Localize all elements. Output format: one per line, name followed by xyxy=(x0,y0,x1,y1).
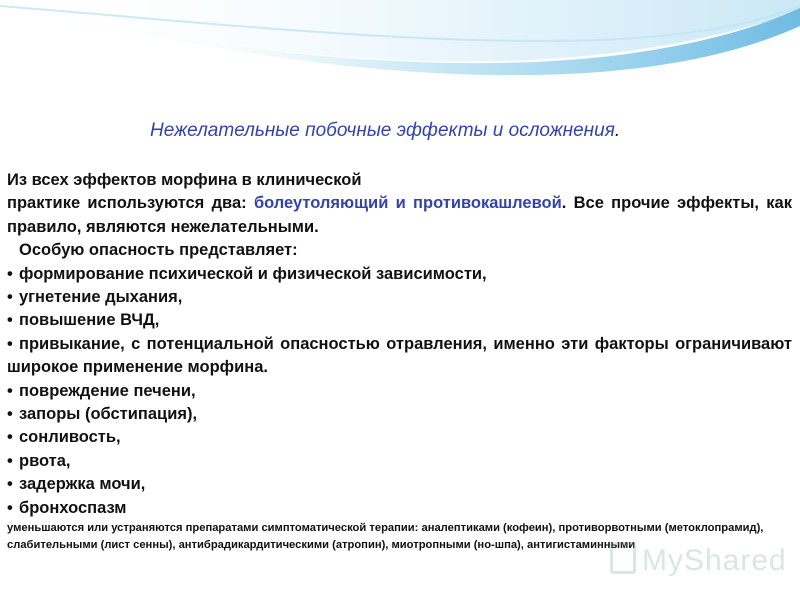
list-item xyxy=(7,380,792,403)
list-item xyxy=(7,263,792,286)
slide-title-text: Нежелательные побочные эффекты и осложнения xyxy=(150,120,615,141)
intro-line-2-end: . Все прочие эффекты, как правило, являются нежелательными. xyxy=(7,194,792,236)
list-item xyxy=(7,403,792,426)
list-item xyxy=(7,309,792,332)
list-item xyxy=(7,497,792,520)
slide-title xyxy=(150,120,620,142)
bullet-icon: • xyxy=(7,428,13,447)
list-item xyxy=(7,333,792,380)
list-item-text: запоры (обстипация), xyxy=(19,405,198,424)
list-item-text: рвота, xyxy=(19,451,71,470)
bullet-icon: • xyxy=(7,451,13,470)
list-item-text: повышение ВЧД, xyxy=(19,311,160,330)
slide-title-period: . xyxy=(614,120,621,141)
intro-line-2-start: практике используются два: xyxy=(7,194,254,213)
bullet-icon: • xyxy=(7,264,13,283)
intro-highlight-effects: болеутоляющий и противокашлевой xyxy=(253,194,562,213)
bullet-icon: • xyxy=(7,334,13,353)
danger-heading: Особую опасность представляет: xyxy=(19,241,298,260)
bullet-icon: • xyxy=(7,405,13,424)
list-item-text: бронхоспазм xyxy=(19,498,127,517)
list-item-text: задержка мочи, xyxy=(19,475,146,494)
list-item xyxy=(7,426,792,449)
list-item-text: сонливость, xyxy=(19,428,121,447)
intro-paragraph xyxy=(7,192,792,239)
slide-body xyxy=(7,169,792,554)
bullet-icon: • xyxy=(7,475,13,494)
intro-line-1: Из всех эффектов морфина в клинической xyxy=(7,171,362,189)
list-item-text: привыкание, с потенциальной опасностью отравления, именно эти факторы ограничивают широкое применение морфина. xyxy=(7,334,792,377)
footer-note: уменьшаются или устраняются препаратами симптоматической терапии: аналептиками (кофеин), противорвотными (метоклопрамид), слабительными (лист сенны), антибрадикардитическими (атропин), миотропными (но-шпа), антигистаминными xyxy=(7,522,764,552)
header-swoosh-decoration xyxy=(0,0,800,90)
bullet-icon: • xyxy=(7,311,13,330)
list-item xyxy=(7,450,792,473)
list-item-text: повреждение печени, xyxy=(19,381,196,400)
bullet-icon: • xyxy=(7,381,13,400)
list-item xyxy=(7,473,792,496)
bullet-icon: • xyxy=(7,288,13,307)
list-item-text: формирование психической и физической зависимости, xyxy=(19,264,487,283)
list-item xyxy=(7,286,792,309)
watermark-text: MyShared xyxy=(642,544,787,577)
bullet-icon: • xyxy=(7,498,13,517)
list-item-text: угнетение дыхания, xyxy=(19,288,183,307)
